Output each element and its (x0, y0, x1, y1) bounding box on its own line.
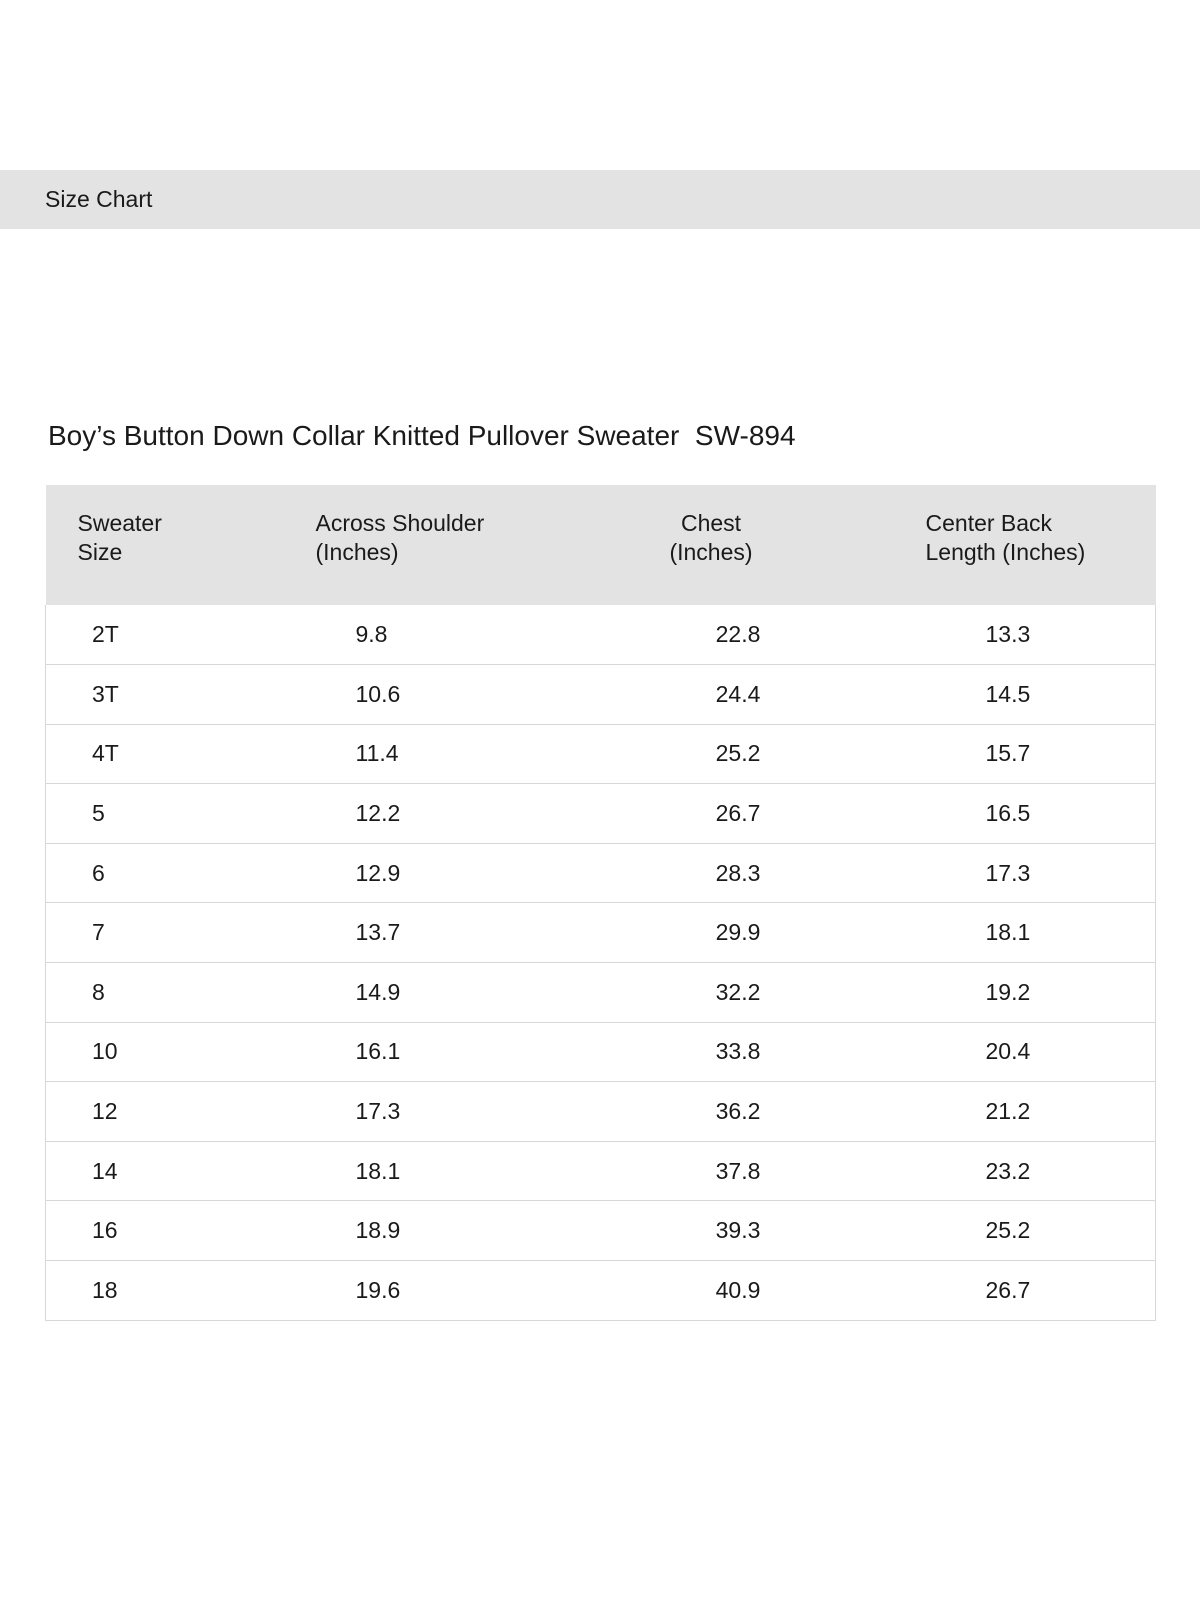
cell-chest (586, 1141, 896, 1201)
cell-center-back-length-value: 21.2 (985, 1098, 1031, 1125)
cell-sweater-size-value: 5 (92, 800, 105, 827)
cell-across-shoulder-value: 12.2 (355, 800, 401, 827)
cell-center-back-length (896, 1022, 1156, 1082)
cell-across-shoulder-value: 9.8 (355, 621, 388, 648)
cell-sweater-size (46, 1141, 291, 1201)
cell-chest-value: 24.4 (715, 680, 761, 707)
cell-across-shoulder-value: 13.7 (355, 919, 401, 946)
header-chest (586, 485, 896, 605)
cell-sweater-size (46, 724, 291, 784)
cell-center-back-length-value: 16.5 (985, 800, 1031, 827)
cell-chest (586, 724, 896, 784)
cell-across-shoulder-value: 19.6 (355, 1276, 401, 1303)
cell-chest (586, 665, 896, 725)
cell-across-shoulder (291, 1261, 586, 1321)
cell-sweater-size (46, 903, 291, 963)
cell-sweater-size (46, 1022, 291, 1082)
cell-sweater-size-value: 3T (92, 680, 119, 707)
table-row (46, 665, 1156, 725)
cell-chest-value: 25.2 (715, 740, 761, 767)
cell-across-shoulder-value: 18.9 (355, 1217, 401, 1244)
header-center-back-length (896, 485, 1156, 605)
cell-sweater-size (46, 605, 291, 665)
header-line: (Inches) (669, 539, 753, 565)
cell-chest (586, 605, 896, 665)
cell-across-shoulder-value: 14.9 (355, 978, 401, 1005)
header-line: Size (77, 539, 123, 565)
cell-chest (586, 1022, 896, 1082)
cell-sweater-size-value: 8 (92, 978, 105, 1005)
cell-center-back-length (896, 1141, 1156, 1201)
cell-sweater-size (46, 963, 291, 1023)
cell-sweater-size (46, 784, 291, 844)
cell-center-back-length-value: 26.7 (985, 1276, 1031, 1303)
cell-center-back-length-value: 23.2 (985, 1157, 1031, 1184)
header-line: Across Shoulder (315, 510, 485, 536)
cell-sweater-size-value: 4T (92, 740, 119, 767)
header-across-shoulder (291, 485, 586, 605)
cell-center-back-length (896, 843, 1156, 903)
table-row (46, 1022, 1156, 1082)
cell-chest (586, 1201, 896, 1261)
cell-chest-value: 28.3 (715, 859, 761, 886)
cell-chest (586, 1082, 896, 1142)
cell-chest-value: 32.2 (715, 978, 761, 1005)
cell-chest-value: 36.2 (715, 1098, 761, 1125)
cell-sweater-size-value: 16 (92, 1217, 118, 1244)
table-row (46, 963, 1156, 1023)
header-line: Center Back (925, 510, 1053, 536)
cell-sweater-size-value: 2T (92, 621, 119, 648)
cell-across-shoulder-value: 10.6 (355, 680, 401, 707)
size-chart-label: Size Chart (45, 186, 153, 212)
table-row (46, 724, 1156, 784)
header-line: Length (Inches) (925, 539, 1086, 565)
cell-chest (586, 963, 896, 1023)
cell-across-shoulder-value: 18.1 (355, 1157, 401, 1184)
cell-chest-value: 40.9 (715, 1276, 761, 1303)
cell-chest-value: 37.8 (715, 1157, 761, 1184)
header-line: (Inches) (315, 539, 399, 565)
cell-center-back-length (896, 1082, 1156, 1142)
cell-center-back-length-value: 15.7 (985, 740, 1031, 767)
cell-across-shoulder (291, 724, 586, 784)
cell-sweater-size-value: 7 (92, 919, 105, 946)
cell-across-shoulder (291, 665, 586, 725)
cell-chest-value: 22.8 (715, 621, 761, 648)
cell-center-back-length-value: 14.5 (985, 680, 1031, 707)
cell-center-back-length-value: 13.3 (985, 621, 1031, 648)
cell-center-back-length (896, 665, 1156, 725)
product-title: Boy’s Button Down Collar Knitted Pullover Sweater SW-894 (48, 420, 796, 451)
header-line: Sweater (77, 510, 162, 536)
cell-across-shoulder-value: 16.1 (355, 1038, 401, 1065)
cell-chest-value: 33.8 (715, 1038, 761, 1065)
cell-across-shoulder (291, 963, 586, 1023)
table-row (46, 843, 1156, 903)
cell-center-back-length-value: 18.1 (985, 919, 1031, 946)
cell-across-shoulder (291, 1022, 586, 1082)
cell-across-shoulder-value: 11.4 (355, 740, 399, 767)
cell-center-back-length (896, 724, 1156, 784)
size-table (45, 485, 1156, 1321)
cell-center-back-length (896, 963, 1156, 1023)
cell-sweater-size (46, 1201, 291, 1261)
table-row (46, 903, 1156, 963)
cell-sweater-size-value: 18 (92, 1276, 118, 1303)
cell-chest-value: 29.9 (715, 919, 761, 946)
cell-chest-value: 39.3 (715, 1217, 761, 1244)
cell-center-back-length (896, 784, 1156, 844)
header-sweater-size (46, 485, 291, 605)
table-row (46, 1261, 1156, 1321)
cell-across-shoulder (291, 1201, 586, 1261)
cell-sweater-size-value: 12 (92, 1098, 118, 1125)
cell-center-back-length (896, 1261, 1156, 1321)
cell-across-shoulder (291, 843, 586, 903)
cell-center-back-length-value: 25.2 (985, 1217, 1031, 1244)
cell-chest (586, 1261, 896, 1321)
cell-chest (586, 843, 896, 903)
cell-across-shoulder-value: 17.3 (355, 1098, 401, 1125)
cell-sweater-size-value: 14 (92, 1157, 118, 1184)
size-table-body (46, 605, 1156, 1320)
table-row (46, 1201, 1156, 1261)
cell-across-shoulder (291, 605, 586, 665)
cell-across-shoulder (291, 1141, 586, 1201)
cell-center-back-length-value: 17.3 (985, 859, 1031, 886)
cell-sweater-size (46, 1261, 291, 1321)
cell-sweater-size (46, 1082, 291, 1142)
cell-sweater-size-value: 10 (92, 1038, 118, 1065)
cell-chest (586, 903, 896, 963)
cell-across-shoulder-value: 12.9 (355, 859, 401, 886)
table-row (46, 605, 1156, 665)
cell-chest (586, 784, 896, 844)
cell-center-back-length (896, 903, 1156, 963)
size-table-header (46, 485, 1156, 605)
cell-sweater-size (46, 665, 291, 725)
cell-across-shoulder (291, 1082, 586, 1142)
cell-chest-value: 26.7 (715, 800, 761, 827)
table-row (46, 784, 1156, 844)
cell-across-shoulder (291, 903, 586, 963)
cell-sweater-size (46, 843, 291, 903)
header-row (46, 485, 1156, 605)
header-line: Chest (680, 510, 742, 536)
cell-center-back-length (896, 605, 1156, 665)
table-row (46, 1082, 1156, 1142)
size-chart-section-bar (0, 170, 1200, 229)
cell-center-back-length-value: 20.4 (985, 1038, 1031, 1065)
cell-center-back-length-value: 19.2 (985, 978, 1031, 1005)
cell-across-shoulder (291, 784, 586, 844)
table-row (46, 1141, 1156, 1201)
cell-center-back-length (896, 1201, 1156, 1261)
cell-sweater-size-value: 6 (92, 859, 105, 886)
